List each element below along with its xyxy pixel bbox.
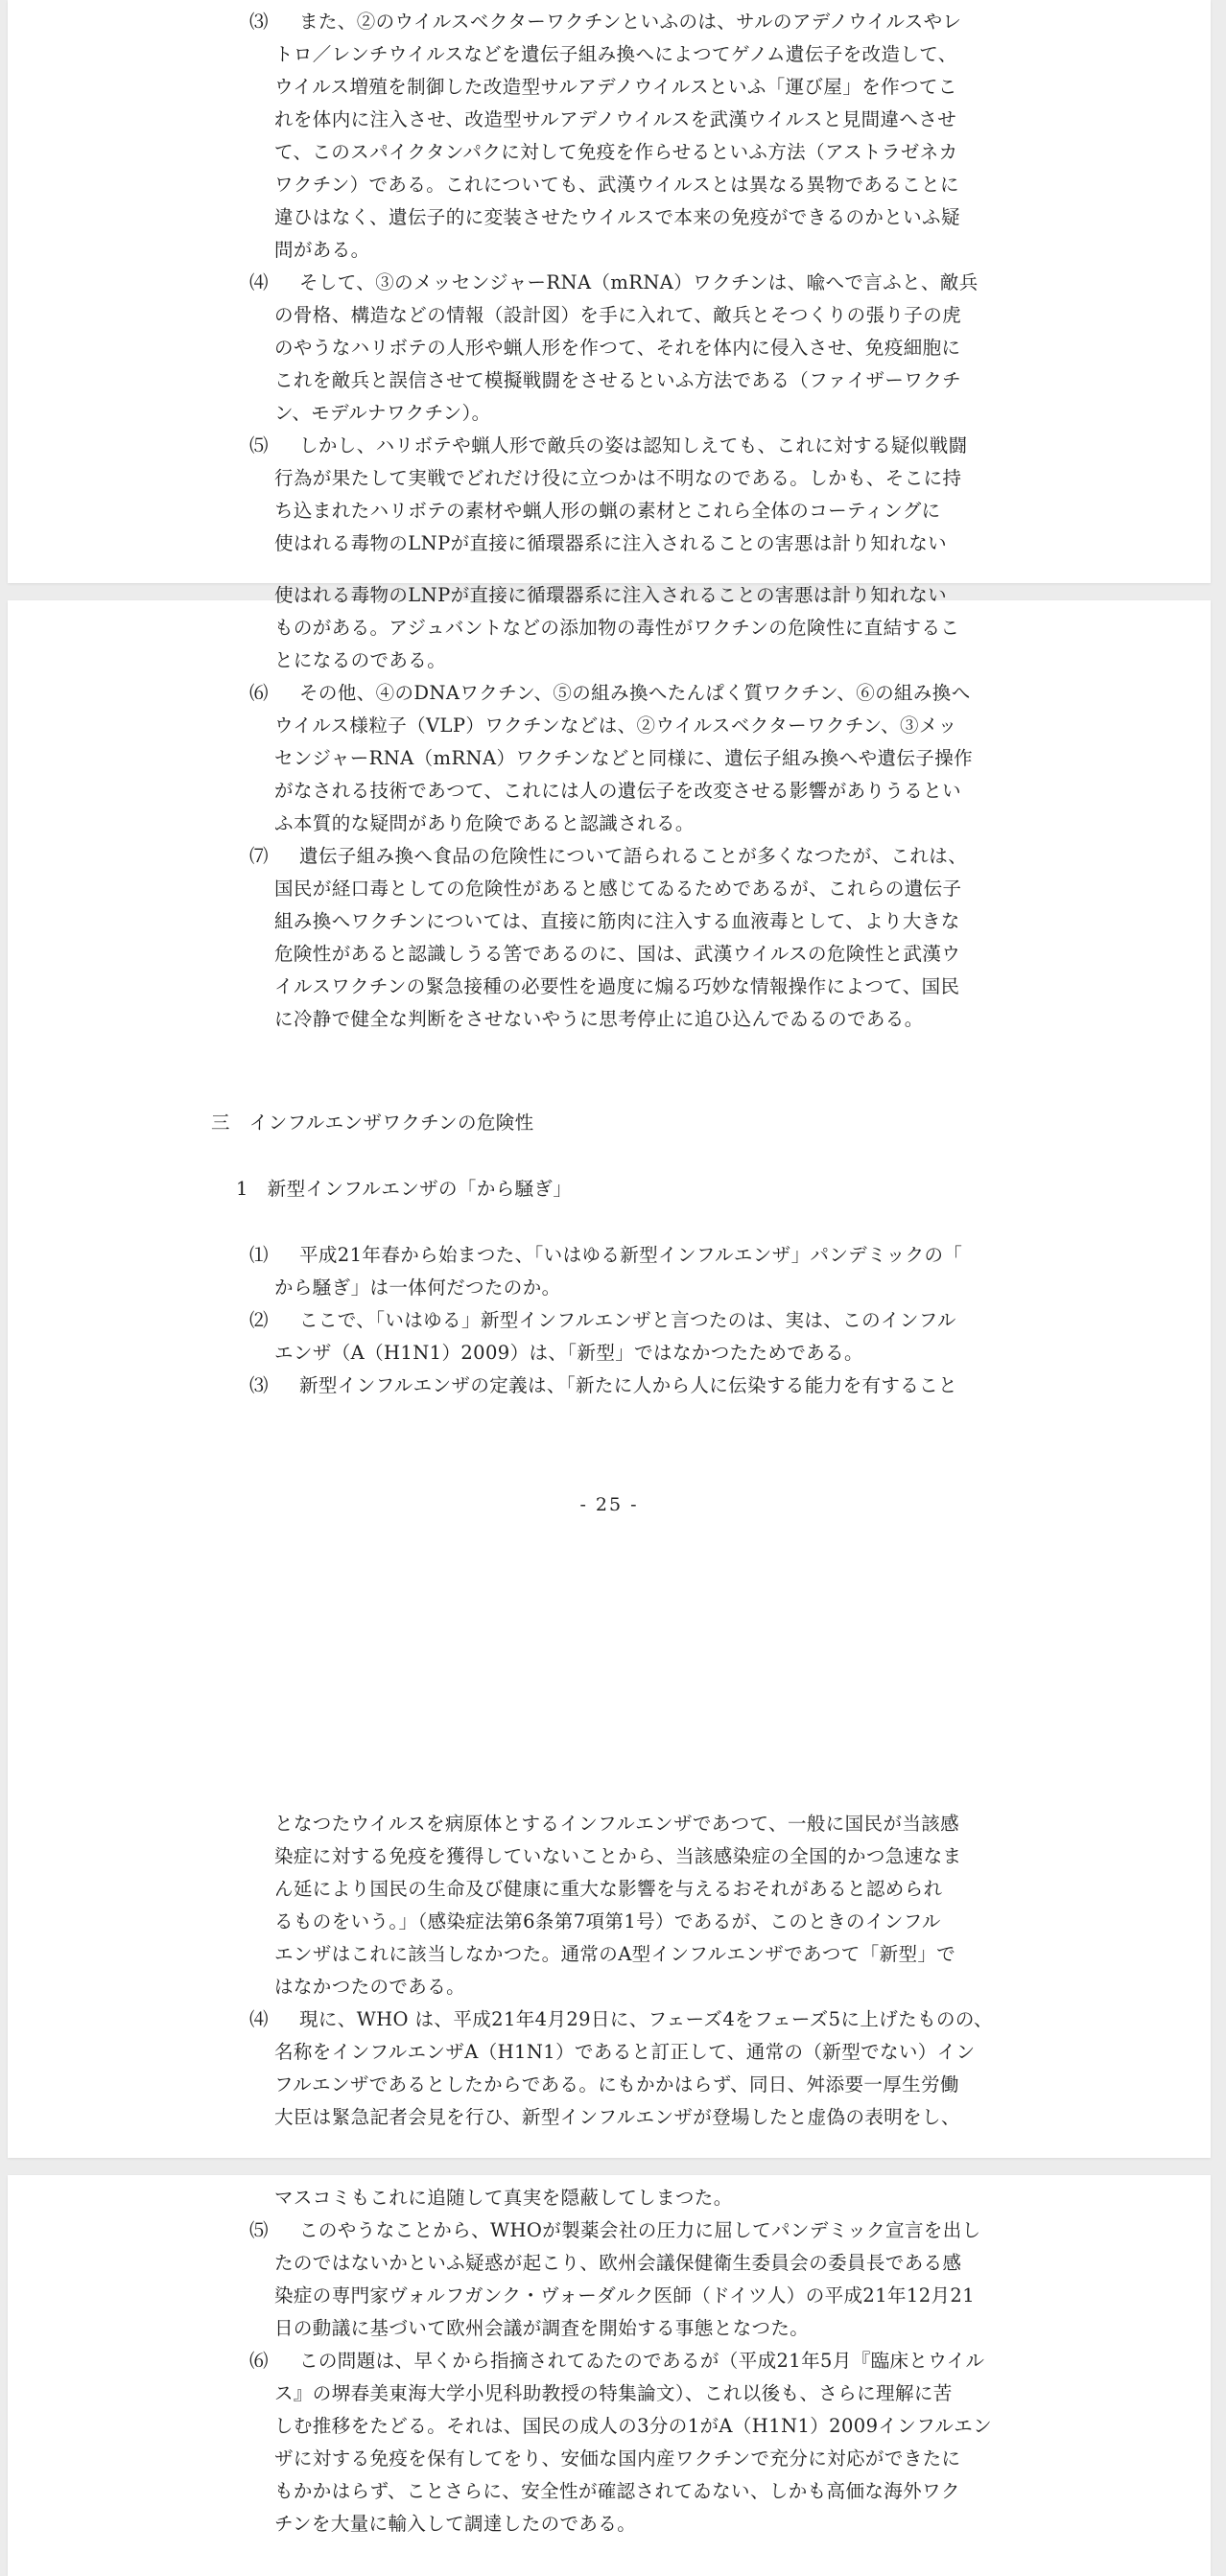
line-text: ザに対する免疫を保有してをり、安価な国内産ワクチンで充分に対応ができたに bbox=[274, 2447, 961, 2470]
line-text: ここで、「いはゆる」新型インフルエンザと言つたのは、実は、このインフル bbox=[299, 1309, 956, 1331]
line-text: しかし、ハリボテや蝋人形で敵兵の姿は認知しえても、これに対する疑似戦闘 bbox=[299, 434, 968, 457]
line-text: れを体内に注入させ、改造型サルアデノウイルスを武漢ウイルスと見間違へさせ bbox=[274, 108, 957, 130]
line-text: たのではないかといふ疑惑が起こり、欧州会議保健衛生委員会の委員長である感 bbox=[274, 2252, 962, 2274]
line-text: チンを大量に輸入して調達したのである。 bbox=[274, 2513, 637, 2535]
subsection-heading: 1 新型インフルエンザの「から騒ぎ」 bbox=[236, 1178, 573, 1200]
paragraph-number: ⑴ bbox=[249, 1244, 269, 1266]
line-text: ン、モデルナワクチン）。 bbox=[274, 402, 491, 424]
line-text: はなかつたのである。 bbox=[274, 1976, 466, 1998]
line-text: もかかはらず、ことさらに、安全性が確認されてゐない、しかも高価な海外ワク bbox=[274, 2480, 960, 2502]
line-text: ウイルス様粒子（VLP）ワクチンなどは、②ウイルスベクターワクチン、③メッ bbox=[274, 714, 957, 737]
line-text: 危険性があると認識しうる筈であるのに、国は、武漢ウイルスの危険性と武漢ウ bbox=[274, 943, 961, 965]
line-text: エンザ（A（H1N1）2009）は、「新型」ではなかつたためである。 bbox=[274, 1342, 863, 1364]
paragraph-number: ⑷ bbox=[249, 271, 269, 293]
line-text: となつたウイルスを病原体とするインフルエンザであつて、一般に国民が当該感 bbox=[274, 1813, 960, 1835]
line-text: 現に、WHO は、平成21年4月29日に、フェーズ4をフェーズ5に上げたものの、 bbox=[299, 2008, 993, 2030]
line-text: 遺伝子組み換へ食品の危険性について語られることが多くなつたが、これは、 bbox=[299, 845, 968, 867]
line-text: 国民が経口毒としての危険性があると感じてゐるためであるが、これらの遺伝子 bbox=[274, 878, 962, 900]
document-page-25 bbox=[8, 584, 1211, 2158]
paragraph-number: ⑸ bbox=[249, 2219, 269, 2241]
line-text: ウイルス増殖を制御した改造型サルアデノウイルスといふ「運び屋」を作つてこ bbox=[274, 76, 957, 98]
line-text: 使はれる毒物のLNPが直接に循環器系に注入されることの害悪は計り知れない bbox=[274, 584, 948, 606]
document-page-fragment-1 bbox=[8, 0, 1211, 583]
paragraph-number: ⑹ bbox=[249, 2350, 269, 2372]
line-text: 行為が果たして実戦でどれだけ役に立つかは不明なのである。しかも、そこに持 bbox=[274, 467, 962, 489]
line-text: しむ推移をたどる。それは、国民の成人の3分の1がA（H1N1）2009インフルエン bbox=[274, 2415, 993, 2437]
line-text: マスコミもこれに追随して真実を隠蔽してしまつた。 bbox=[274, 2187, 733, 2209]
line-text: 組み換へワクチンについては、直接に筋肉に注入する血液毒として、より大きな bbox=[274, 910, 960, 932]
line-text: 名称をインフルエンザA（H1N1）であると訂正して、通常の（新型でない）イン bbox=[274, 2041, 976, 2063]
line-text: センジャーRNA（mRNA）ワクチンなどと同様に、遺伝子組み換へや遺伝子操作 bbox=[274, 747, 973, 769]
line-text: 染症に対する免疫を獲得していないことから、当該感染症の全国的かつ急速なま bbox=[274, 1845, 962, 1867]
paragraph-number: ⑹ bbox=[249, 682, 269, 704]
line-text: ち込まれたハリボテの素材や蝋人形の蝋の素材とこれら全体のコーティングに bbox=[274, 500, 941, 522]
document-page-fragment-3 bbox=[8, 2175, 1211, 2576]
line-text: これを敵兵と誤信させて模擬戦闘をさせるといふ方法である（ファイザーワクチ bbox=[274, 369, 962, 391]
page-number: - 25 - bbox=[579, 1494, 639, 1515]
paragraph-number: ⑸ bbox=[249, 434, 269, 457]
paragraph-number: ⑶ bbox=[249, 1374, 269, 1396]
line-text: ふ本質的な疑問があり危険であると認識される。 bbox=[274, 812, 695, 834]
line-text: から騒ぎ」は一体何だつたのか。 bbox=[274, 1276, 561, 1299]
line-text: に冷静で健全な判断をさせないやうに思考停止に追ひ込んでゐるのである。 bbox=[274, 1008, 924, 1030]
line-text: 使はれる毒物のLNPが直接に循環器系に注入されることの害悪は計り知れない bbox=[274, 532, 948, 554]
line-text: て、このスパイクタンパクに対して免疫を作らせるといふ方法（アストラゼネカ bbox=[274, 141, 958, 163]
line-text: がなされる技術であつて、これには人の遺伝子を改変させる影響がありうるとい bbox=[274, 780, 962, 802]
paragraph-number: ⑺ bbox=[249, 845, 269, 867]
line-text: トロ／レンチウイルスなどを遺伝子組み換へによつてゲノム遺伝子を改造して、 bbox=[274, 43, 957, 65]
line-text: 違ひはなく、遺伝子的に変装させたウイルスで本来の免疫ができるのかといふ疑 bbox=[274, 206, 960, 228]
line-text: ス』の堺春美東海大学小児科助教授の特集論文）、これ以後も、さらに理解に苦 bbox=[274, 2382, 953, 2404]
line-text: ん延により国民の生命及び健康に重大な影響を与えるおそれがあると認められ bbox=[274, 1878, 943, 1900]
line-text: エンザはこれに該当しなかつた。通常のA型インフルエンザであつて「新型」で bbox=[274, 1943, 956, 1965]
paragraph-number: ⑵ bbox=[249, 1309, 269, 1331]
line-text: ものがある。アジュバントなどの添加物の毒性がワクチンの危険性に直結するこ bbox=[274, 617, 960, 639]
line-text: そして、③のメッセンジャーRNA（mRNA）ワクチンは、喩へで言ふと、敵兵 bbox=[299, 271, 978, 293]
line-text: 大臣は緊急記者会見を行ひ、新型インフルエンザが登場したと虚偽の表明をし、 bbox=[274, 2106, 960, 2128]
paragraph-number: ⑷ bbox=[249, 2008, 269, 2030]
line-text: 染症の専門家ヴォルフガンク・ヴォーダルク医師（ドイツ人）の平成21年12月21 bbox=[274, 2284, 976, 2307]
line-text: フルエンザであるとしたからである。にもかかはらず、同日、舛添要一厚生労働 bbox=[274, 2073, 959, 2096]
line-text: 問がある。 bbox=[274, 239, 370, 261]
line-text: 新型インフルエンザの定義は、「新たに人から人に伝染する能力を有すること bbox=[299, 1374, 957, 1396]
paragraph-number: ⑶ bbox=[249, 11, 269, 33]
line-text: るものをいう。」（感染症法第6条第7項第1号）であるが、このときのインフル bbox=[274, 1910, 941, 1932]
line-text: また、②のウイルスベクターワクチンといふのは、サルのアデノウイルスやレ bbox=[299, 11, 962, 33]
line-text: このやうなことから、WHOが製薬会社の圧力に屈してパンデミック宣言を出し bbox=[299, 2219, 981, 2241]
line-text: のやうなハリボテの人形や蝋人形を作つて、それを体内に侵入させ、免疫細胞に bbox=[274, 337, 961, 359]
line-text: イルスワクチンの緊急接種の必要性を過度に煽る巧妙な情報操作によつて、国民 bbox=[274, 975, 960, 997]
line-text: その他、④のDNAワクチン、⑤の組み換へたんぱく質ワクチン、⑥の組み換へ bbox=[299, 682, 971, 704]
line-text: の骨格、構造などの情報（設計図）を手に入れて、敵兵とそつくりの張り子の虎 bbox=[274, 304, 962, 326]
line-text: ワクチン）である。これについても、武漢ウイルスとは異なる異物であることに bbox=[274, 174, 959, 196]
line-text: とになるのである。 bbox=[274, 649, 447, 671]
line-text: 日の動議に基づいて欧州会議が調査を開始する事態となつた。 bbox=[274, 2317, 810, 2339]
line-text: この問題は、早くから指摘されてゐたのであるが（平成21年5月『臨床とウイル bbox=[299, 2350, 985, 2372]
section-heading: 三 インフルエンザワクチンの危険性 bbox=[211, 1112, 534, 1134]
line-text: 平成21年春から始まつた、「いはゆる新型インフルエンザ」パンデミックの「 bbox=[299, 1244, 963, 1266]
